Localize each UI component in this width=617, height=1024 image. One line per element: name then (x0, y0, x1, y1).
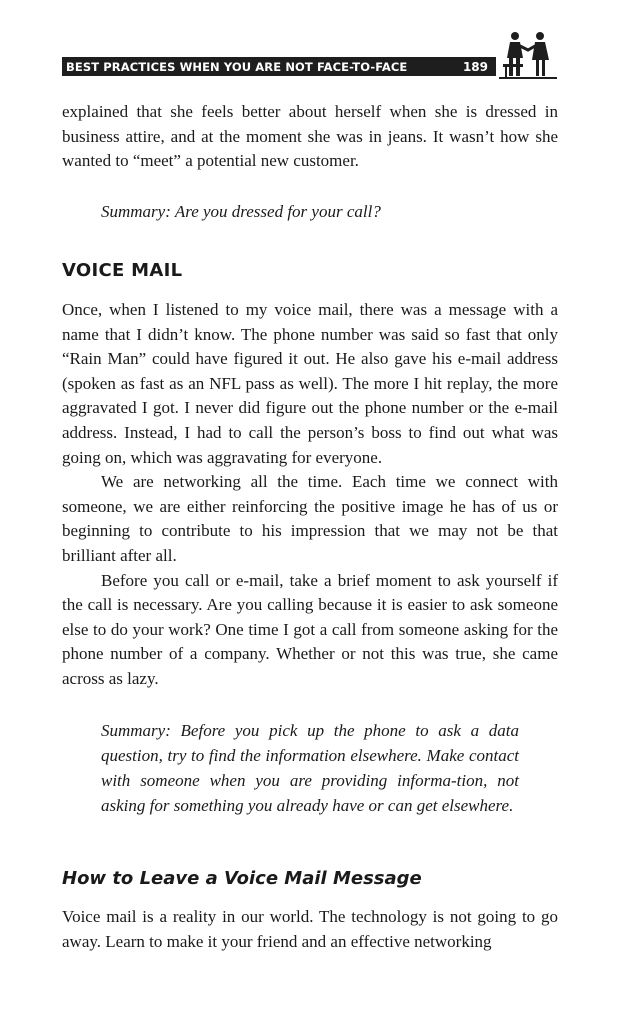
page-number: 189 (462, 59, 488, 74)
closing-paragraph: Voice mail is a reality in our world. The technology is not going to go away. Learn to make it your friend and an effective networking (62, 907, 558, 951)
intro-paragraph: explained that she feels better about herself when she is dressed in business attire, and at the moment she was in jeans. It wasn’t how she wanted to “meet” a potential new customer. (62, 102, 558, 171)
voice-mail-paragraph: We are networking all the time. Each time we connect with someone, we are either reinforcing the positive image he has of us or beginning to contribute to his impression that we may not be that brilliant after all. (62, 472, 558, 565)
running-header (62, 57, 496, 76)
voice-mail-paragraph: Before you call or e-mail, take a brief moment to ask yourself if the call is necessary. Are you calling because it is easier to ask someone else to do your work? One time I got a call from someone asking for the phone number of a company. Whether or not this was true, she came across as lazy. (62, 570, 558, 688)
subheading-leave-message: How to Leave a Voice Mail Message (62, 868, 422, 889)
summary-dressed: Summary: Are you dressed for your call? (101, 202, 381, 221)
running-header-title: BEST PRACTICES WHEN YOU ARE NOT FACE-TO-FACE (66, 59, 408, 74)
summary-data-question: Summary: Before you pick up the phone to ask a data question, try to find the information elsewhere. Make contact with someone when you are providing informa-tion, not asking for something you already have or can get elsewhere. (101, 721, 519, 815)
voice-mail-body (62, 298, 558, 692)
section-heading-voice-mail: VOICE MAIL (62, 260, 183, 281)
handshake-people-icon (499, 28, 557, 80)
voice-mail-paragraph: Once, when I listened to my voice mail, there was a message with a name that I didn’t know. The phone number was said so fast that only “Rain Man” could have figured it out. He also gave his e-mail address (spoken as fast as an NFL pass as well). The more I hit replay, the more aggravated I got. I never did figure out the phone number or the e-mail address. Instead, I had to call the person’s boss to find out what was going on, which was aggravating for everyone. (62, 300, 558, 467)
